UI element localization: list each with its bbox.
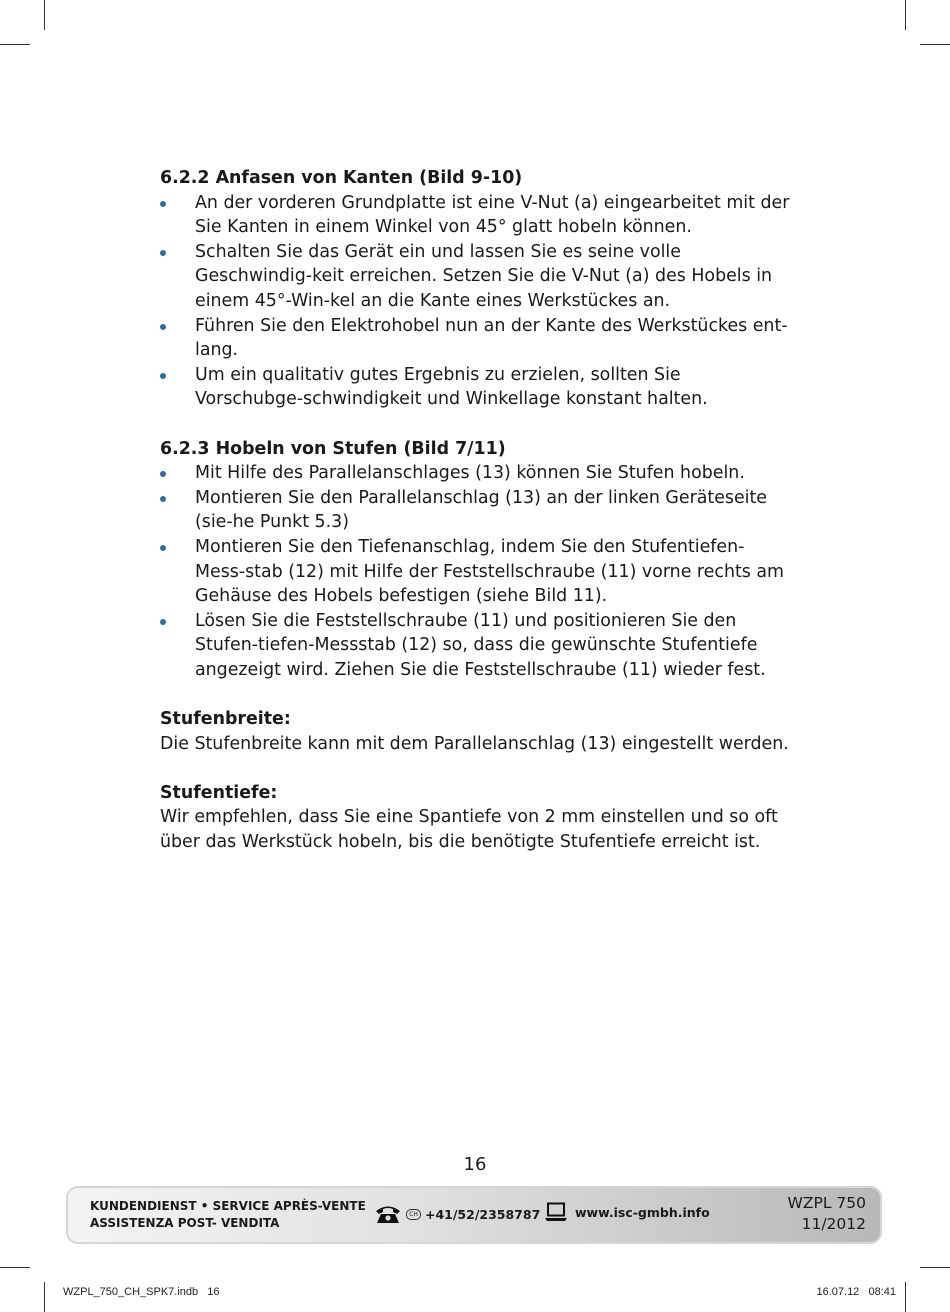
section-stufenbreite <box>160 707 790 756</box>
crop-mark <box>920 1267 950 1268</box>
paragraph: Wir empfehlen, dass Sie eine Spantiefe von 2 mm einstellen und so oft über das Werkstück hobeln, bis die benötigte Stufentiefe erreicht ist. <box>160 807 778 853</box>
list-item: Montieren Sie den Tiefenanschlag, indem Sie den Stufentiefen-Mess-stab (12) mit Hilfe der Feststellschraube (11) vorne rechts am Gehäuse des Hobels befestigen (siehe Bild 11). <box>160 535 790 609</box>
phone-number: +41/52/2358787 <box>425 1206 541 1222</box>
section-heading: 6.2.2 Anfasen von Kanten (Bild 9-10) <box>160 168 523 188</box>
crop-mark <box>920 44 950 45</box>
list-item: Mit Hilfe des Parallelanschlages (13) können Sie Stufen hobeln. <box>160 461 790 486</box>
section-stufen <box>160 437 790 683</box>
crop-mark <box>905 0 906 30</box>
section-heading: Stufenbreite: <box>160 709 291 730</box>
paragraph: Die Stufenbreite kann mit dem Parallelanschlag (13) eingestellt werden. <box>160 733 789 754</box>
bullet-icon <box>160 250 166 256</box>
list-item: Montieren Sie den Parallelanschlag (13) an der linken Geräteseite (sie-he Punkt 5.3) <box>160 486 790 535</box>
telephone-icon <box>374 1204 402 1224</box>
list-item: An der vorderen Grundplatte ist eine V-Nut (a) eingearbeitet mit der Sie Kanten in einem Winkel von 45° glatt hobeln können. <box>160 191 790 240</box>
bullet-list <box>160 191 790 412</box>
section-anfasen <box>160 166 790 412</box>
page-content <box>160 166 790 879</box>
bullet-icon <box>160 324 166 330</box>
website-link[interactable]: www.isc-gmbh.info <box>575 1204 710 1220</box>
bullet-icon <box>160 496 166 502</box>
country-badge: CH <box>406 1209 421 1220</box>
section-heading: 6.2.3 Hobeln von Stufen (Bild 7/11) <box>160 438 506 459</box>
crop-mark <box>0 44 30 45</box>
crop-mark <box>44 1282 45 1312</box>
service-footer <box>66 1186 882 1244</box>
crop-mark <box>0 1267 30 1268</box>
bullet-icon <box>160 373 166 379</box>
laptop-icon <box>544 1202 568 1222</box>
model-info <box>788 1193 866 1235</box>
page-number: 16 <box>463 1154 487 1175</box>
bullet-icon <box>160 619 166 625</box>
bullet-list <box>160 461 790 682</box>
bullet-icon <box>160 201 166 207</box>
list-item: Um ein qualitativ gutes Ergebnis zu erzielen, sollten Sie Vorschubge-schwindigkeit und Winkellage konstant halten. <box>160 363 790 412</box>
print-slug-file: WZPL_750_CH_SPK7.indb 16 <box>63 1286 220 1298</box>
list-item: Schalten Sie das Gerät ein und lassen Sie es seine volle Geschwindig-keit erreichen. Setzen Sie die V-Nut (a) des Hobels in einem 45°-Win-kel an die Kante eines Werkstückes an. <box>160 240 790 314</box>
phone-contact <box>374 1204 540 1224</box>
section-heading: Stufentiefe: <box>160 782 278 803</box>
crop-mark <box>905 1282 906 1312</box>
section-stufentiefe <box>160 781 790 855</box>
crop-mark <box>44 0 45 30</box>
list-item: Lösen Sie die Feststellschraube (11) und positionieren Sie den Stufen-tiefen-Messstab (12) so, dass die gewünschte Stufentiefe angezeigt wird. Ziehen Sie die Feststellschraube (11) wieder fest. <box>160 609 790 683</box>
bullet-icon <box>160 545 166 551</box>
model-name: WZPL 750 <box>787 1194 866 1212</box>
service-label: KUNDENDIENST • SERVICE APRÈS-VENTE ASSISTENZA POST- VENDITA <box>90 1199 366 1230</box>
print-slug-timestamp: 16.07.12 08:41 <box>816 1286 896 1298</box>
web-contact <box>544 1202 710 1222</box>
bullet-icon <box>160 471 166 477</box>
list-item: Führen Sie den Elektrohobel nun an der Kante des Werkstückes ent-lang. <box>160 314 790 363</box>
model-date: 11/2012 <box>801 1215 866 1233</box>
